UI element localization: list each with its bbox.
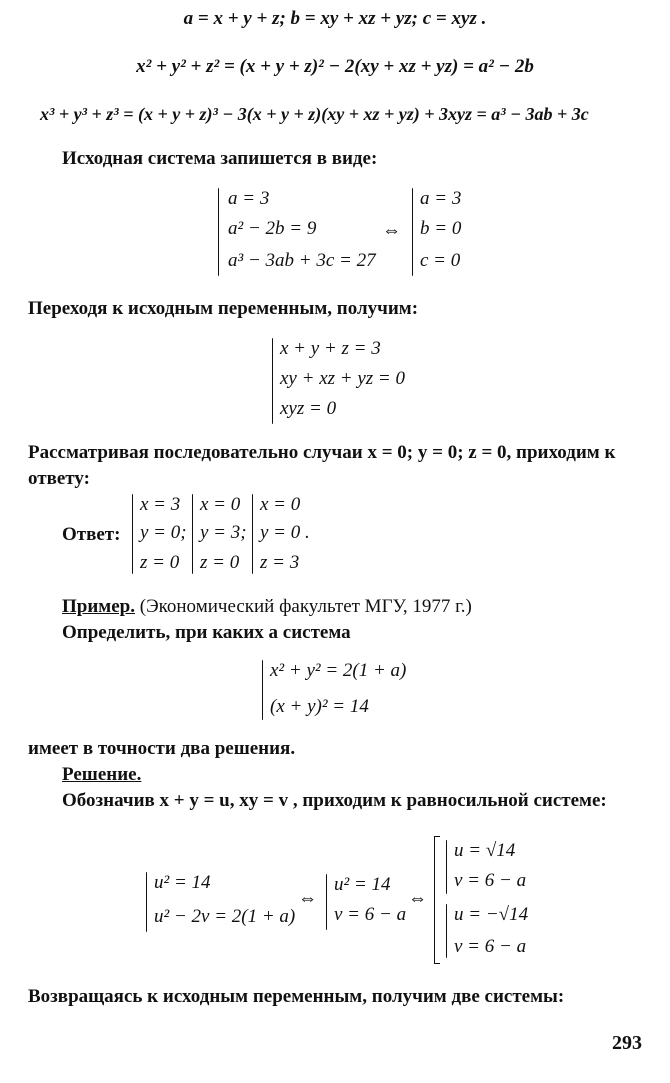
brace-left xyxy=(218,188,219,276)
brace xyxy=(446,840,447,894)
brace xyxy=(326,874,327,930)
equivalence-symbol: ⇔ xyxy=(408,888,427,909)
system-row: a³ − 3ab + 3c = 27 xyxy=(228,250,376,271)
system-row: c = 0 xyxy=(420,250,461,271)
brace xyxy=(262,660,263,720)
system-row: b = 0 xyxy=(420,218,462,239)
answer-row: z = 3 xyxy=(260,552,300,573)
brace xyxy=(272,338,273,424)
answer-row: x = 3 xyxy=(140,494,181,515)
system-row: a = 3 xyxy=(420,188,462,209)
system-row: u² = 14 xyxy=(334,874,391,895)
equivalence-symbol: ⇔ xyxy=(298,888,317,909)
example-label: Пример. xyxy=(62,596,135,617)
paragraph-cases: Рассматривая последовательно случаи x = 0; y = 0; z = 0, приходим к xyxy=(28,442,616,463)
solution-label: Решение. xyxy=(62,764,142,785)
equivalence-symbol: ⇔ xyxy=(382,220,401,241)
identity-squares: x² + y² + z² = (x + y + z)² − 2(xy + xz + yz) = a² − 2b xyxy=(136,56,534,77)
paragraph-back-substitution: Переходя к исходным переменным, получим: xyxy=(28,298,419,319)
answer-row: z = 0 xyxy=(200,552,240,573)
answer-label: Ответ: xyxy=(62,524,121,545)
answer-row: z = 0 xyxy=(140,552,180,573)
brace xyxy=(446,904,447,958)
answer-row: y = 0 . xyxy=(260,522,310,543)
system-row: u = √14 xyxy=(454,840,516,861)
brace xyxy=(252,494,253,574)
brace xyxy=(192,494,193,574)
problem-statement: Определить, при каких a система xyxy=(62,622,351,643)
system-row: (x + y)² = 14 xyxy=(270,696,369,717)
system-row: x² + y² = 2(1 + a) xyxy=(270,660,407,681)
system-row: a = 3 xyxy=(228,188,270,209)
system-row: xyz = 0 xyxy=(280,398,337,419)
union-bracket xyxy=(434,836,435,964)
example-source: (Экономический факультет МГУ, 1977 г.) xyxy=(135,596,472,617)
paragraph-cases-cont: ответу: xyxy=(28,468,90,489)
system-row: x + y + z = 3 xyxy=(280,338,381,359)
system-row: u² = 14 xyxy=(154,872,211,893)
brace xyxy=(132,494,133,574)
system-row: u² − 2v = 2(1 + a) xyxy=(154,906,296,927)
identity-cubes: x³ + y³ + z³ = (x + y + z)³ − 3(x + y + z)(xy + xz + yz) + 3xyz = a³ − 3ab + 3c xyxy=(40,104,589,124)
example-heading xyxy=(62,596,472,618)
brace-right xyxy=(412,188,413,276)
definitions-line: a = x + y + z; b = xy + xz + yz; c = xyz . xyxy=(183,8,487,29)
final-paragraph: Возвращаясь к исходным переменным, получим две системы: xyxy=(28,986,565,1007)
substitution-paragraph: Обозначив x + y = u, xy = v , приходим к равносильной системе: xyxy=(62,790,607,811)
answer-row: x = 0 xyxy=(260,494,301,515)
system-row: u = −√14 xyxy=(454,904,529,925)
answer-row: y = 0; xyxy=(140,522,187,543)
system-row: v = 6 − a xyxy=(454,870,527,891)
answer-row: y = 3; xyxy=(200,522,247,543)
system-row: v = 6 − a xyxy=(454,936,527,957)
paragraph-system-form: Исходная система запишется в виде: xyxy=(62,148,378,169)
answer-row: x = 0 xyxy=(200,494,241,515)
system-row: xy + xz + yz = 0 xyxy=(280,368,405,389)
problem-condition: имеет в точности два решения. xyxy=(28,738,296,759)
page-number: 293 xyxy=(612,1032,642,1054)
system-row: a² − 2b = 9 xyxy=(228,218,317,239)
system-row: v = 6 − a xyxy=(334,904,407,925)
brace xyxy=(146,872,147,932)
